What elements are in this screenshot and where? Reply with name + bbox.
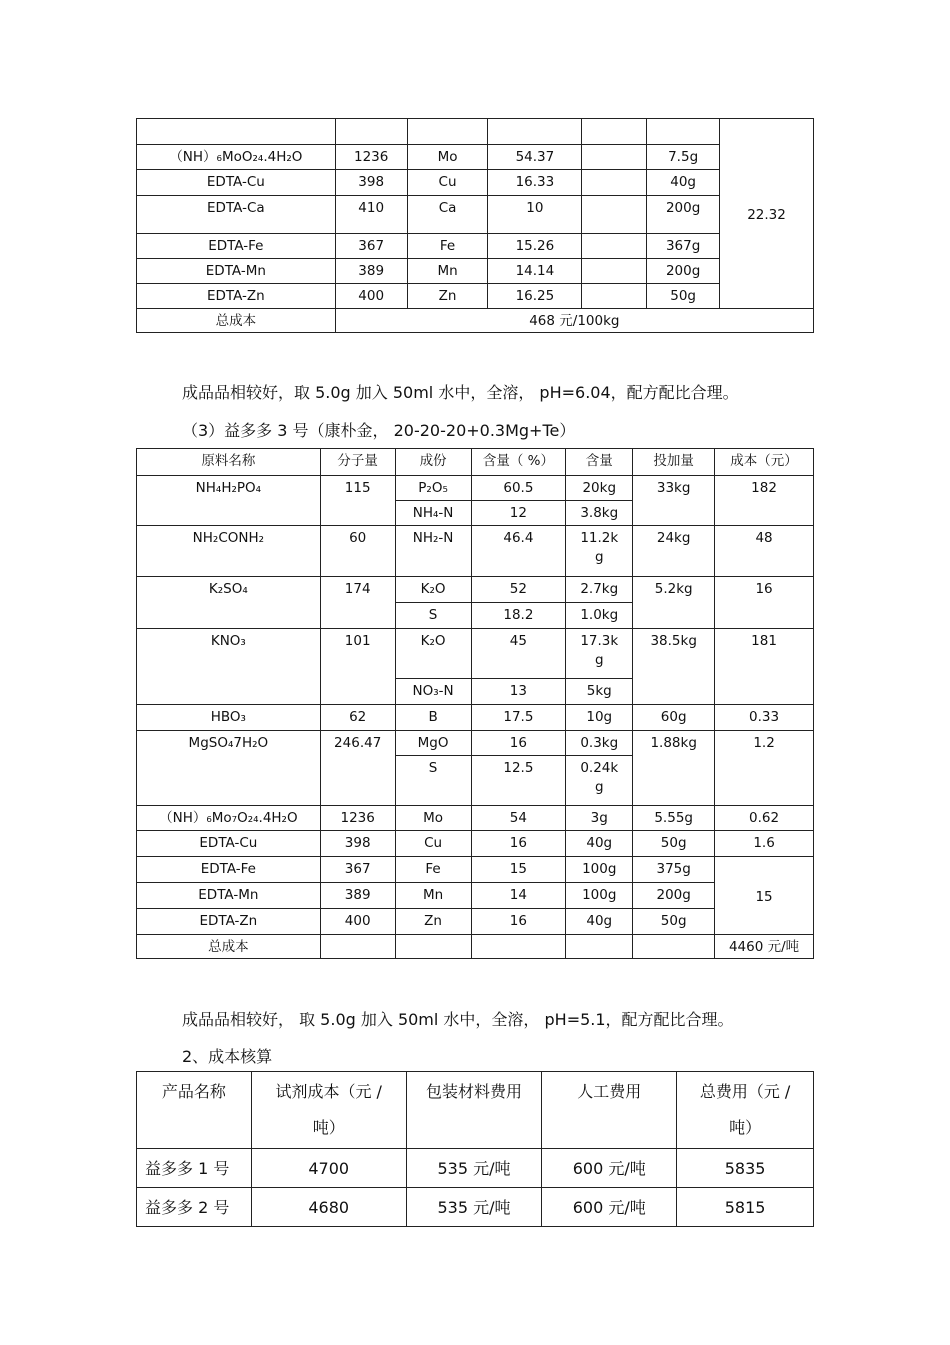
cell: B: [395, 705, 471, 731]
cell: 5.55g: [633, 806, 715, 831]
cell: EDTA-Mn: [137, 259, 336, 284]
cell: 益多多 1 号: [137, 1149, 252, 1188]
cell: 1236: [335, 145, 407, 170]
cell: 16: [471, 909, 566, 935]
cell: 182: [715, 476, 814, 526]
cell: 400: [335, 284, 407, 309]
cell: 115: [320, 476, 395, 526]
cell: 46.4: [471, 526, 566, 577]
cell: 600 元/吨: [542, 1149, 677, 1188]
cell: [582, 284, 647, 309]
cell: 14: [471, 883, 566, 909]
cell: 2.7kg: [566, 577, 633, 603]
cell: 14.14: [488, 259, 582, 284]
cell: NO₃-N: [395, 679, 471, 705]
cell: Zn: [395, 909, 471, 935]
cell: 0.24k g: [566, 756, 633, 806]
table-row: [137, 857, 814, 883]
cell: 398: [335, 170, 407, 196]
cell: 40g: [647, 170, 720, 196]
table-row: [137, 476, 814, 501]
cell: 18.2: [471, 603, 566, 629]
cell: [320, 935, 395, 959]
cell: [407, 119, 488, 145]
cell: 400: [320, 909, 395, 935]
header-cell: 成份: [395, 449, 471, 476]
cell: 33kg: [633, 476, 715, 526]
cell: 15.26: [488, 234, 582, 259]
table-row: [137, 284, 814, 309]
cell: NH₄-N: [395, 501, 471, 526]
cell: 5815: [677, 1188, 814, 1227]
cell: EDTA-Ca: [137, 196, 336, 234]
cell: （NH）₆Mo₇O₂₄.4H₂O: [137, 806, 321, 831]
cell: Zn: [407, 284, 488, 309]
table-row: [137, 196, 814, 234]
cell: HBO₃: [137, 705, 321, 731]
header-cell: 包装材料费用: [406, 1072, 542, 1149]
cell: 1.6: [715, 831, 814, 857]
cell: 100g: [566, 857, 633, 883]
merged-cost-cell: 15: [715, 857, 814, 935]
cell: 600 元/吨: [542, 1188, 677, 1227]
cell: [471, 935, 566, 959]
cell: 60.5: [471, 476, 566, 501]
cell: 1.0kg: [566, 603, 633, 629]
cell: EDTA-Fe: [137, 857, 321, 883]
cell: 20kg: [566, 476, 633, 501]
cell: 40g: [566, 909, 633, 935]
cell: [137, 119, 336, 145]
cell: [582, 145, 647, 170]
cell: 17.3k g: [566, 629, 633, 679]
cell: NH₂-N: [395, 526, 471, 577]
cell: 10: [488, 196, 582, 234]
table-row: [137, 1149, 814, 1188]
table-row: [137, 909, 814, 935]
cell: 367g: [647, 234, 720, 259]
header-cell: 含量: [566, 449, 633, 476]
cell: K₂O: [395, 629, 471, 679]
cell: Fe: [395, 857, 471, 883]
merged-cost-cell: 22.32: [720, 119, 814, 309]
header-cell: 投加量: [633, 449, 715, 476]
header-cell: 原料名称: [137, 449, 321, 476]
cell: 50g: [647, 284, 720, 309]
cell: 5kg: [566, 679, 633, 705]
cell: 40g: [566, 831, 633, 857]
header-cell: 试剂成本（元 / 吨）: [251, 1072, 406, 1149]
cell: （NH）₆MoO₂₄.4H₂O: [137, 145, 336, 170]
cell: Fe: [407, 234, 488, 259]
cell: 13: [471, 679, 566, 705]
cell: 3g: [566, 806, 633, 831]
cell: 48: [715, 526, 814, 577]
cell: 535 元/吨: [406, 1149, 542, 1188]
cell: 100g: [566, 883, 633, 909]
cell: 410: [335, 196, 407, 234]
cell: 1236: [320, 806, 395, 831]
table-row: [137, 883, 814, 909]
table-row: [137, 731, 814, 756]
cell: S: [395, 603, 471, 629]
cell: EDTA-Fe: [137, 234, 336, 259]
cell: [335, 119, 407, 145]
cell: 17.5: [471, 705, 566, 731]
cell: 375g: [633, 857, 715, 883]
total-value: 468 元/100kg: [335, 309, 813, 333]
cell: 389: [335, 259, 407, 284]
cell: 389: [320, 883, 395, 909]
cell: Ca: [407, 196, 488, 234]
cell: 398: [320, 831, 395, 857]
header-cell: 人工费用: [542, 1072, 677, 1149]
cell: 200g: [647, 259, 720, 284]
cell: 16.33: [488, 170, 582, 196]
cell: [582, 259, 647, 284]
cell: 0.33: [715, 705, 814, 731]
header-cell: 成本（元）: [715, 449, 814, 476]
cell: 12.5: [471, 756, 566, 806]
cell: K₂O: [395, 577, 471, 603]
cell: KNO₃: [137, 629, 321, 705]
table-row: [137, 705, 814, 731]
cell: Cu: [395, 831, 471, 857]
cell: 52: [471, 577, 566, 603]
cell: [633, 935, 715, 959]
cell: Mn: [395, 883, 471, 909]
table-row: [137, 831, 814, 857]
total-label: 总成本: [137, 935, 321, 959]
cell: [488, 119, 582, 145]
cell: S: [395, 756, 471, 806]
cell: 246.47: [320, 731, 395, 806]
cell: 7.5g: [647, 145, 720, 170]
cell: 200g: [647, 196, 720, 234]
cell: [647, 119, 720, 145]
cell: P₂O₅: [395, 476, 471, 501]
cell: 50g: [633, 909, 715, 935]
table-row-total: [137, 309, 814, 333]
section-heading-3: （3）益多多 3 号（康朴金， 20-20-20+0.3Mg+Te）: [182, 421, 576, 440]
table-row: [137, 526, 814, 577]
cell: 16.25: [488, 284, 582, 309]
cell: 45: [471, 629, 566, 679]
table-row: [137, 259, 814, 284]
table-row: [137, 1188, 814, 1227]
cell: 54.37: [488, 145, 582, 170]
cell: Mn: [407, 259, 488, 284]
header-cell: 含量（ %）: [471, 449, 566, 476]
cell: 4680: [251, 1188, 406, 1227]
table-row: [137, 806, 814, 831]
total-value: 4460 元/吨: [715, 935, 814, 959]
table-row: [137, 145, 814, 170]
section-heading-2: 2、成本核算: [182, 1047, 273, 1066]
cell: EDTA-Cu: [137, 831, 321, 857]
cell: [582, 119, 647, 145]
cell: 16: [471, 731, 566, 756]
cell: 62: [320, 705, 395, 731]
table-cost-accounting: [136, 1071, 814, 1227]
cell: 200g: [633, 883, 715, 909]
table-row: [137, 577, 814, 603]
cell: 101: [320, 629, 395, 705]
table-header-row: [137, 449, 814, 476]
table-formula-partial: [136, 118, 814, 333]
cell: 367: [335, 234, 407, 259]
cell: [582, 234, 647, 259]
cell: NH₄H₂PO₄: [137, 476, 321, 526]
cell: 38.5kg: [633, 629, 715, 705]
table-row: [137, 119, 814, 145]
cell: 12: [471, 501, 566, 526]
cell: [582, 170, 647, 196]
cell: 1.88kg: [633, 731, 715, 806]
table-row-total: [137, 935, 814, 959]
cell: 0.62: [715, 806, 814, 831]
paragraph-result-2: 成品品相较好， 取 5.0g 加入 50ml 水中，全溶， pH=5.1，配方配比合理。: [182, 1010, 734, 1029]
cell: 10g: [566, 705, 633, 731]
table-row: [137, 234, 814, 259]
header-cell: 总费用（元 / 吨）: [677, 1072, 814, 1149]
cell: EDTA-Zn: [137, 284, 336, 309]
cell: 16: [715, 577, 814, 629]
cell: EDTA-Cu: [137, 170, 336, 196]
table-row: [137, 629, 814, 679]
cell: 60: [320, 526, 395, 577]
table-header-row: [137, 1072, 814, 1149]
cell: 60g: [633, 705, 715, 731]
paragraph-result-1: 成品品相较好，取 5.0g 加入 50ml 水中，全溶， pH=6.04，配方配比合理。: [182, 383, 739, 402]
cell: 0.3kg: [566, 731, 633, 756]
cell: MgO: [395, 731, 471, 756]
cell: Mo: [407, 145, 488, 170]
cell: [582, 196, 647, 234]
cell: 50g: [633, 831, 715, 857]
cell: 181: [715, 629, 814, 705]
cell: 367: [320, 857, 395, 883]
cell: Mo: [395, 806, 471, 831]
cell: 4700: [251, 1149, 406, 1188]
cell: 54: [471, 806, 566, 831]
cell: Cu: [407, 170, 488, 196]
cell: [395, 935, 471, 959]
cell: 174: [320, 577, 395, 629]
cell: 5.2kg: [633, 577, 715, 629]
cell: 16: [471, 831, 566, 857]
cell: 5835: [677, 1149, 814, 1188]
total-label: 总成本: [137, 309, 336, 333]
cell: EDTA-Mn: [137, 883, 321, 909]
header-cell: 分子量: [320, 449, 395, 476]
cell: MgSO₄7H₂O: [137, 731, 321, 806]
cell: [566, 935, 633, 959]
cell: 24kg: [633, 526, 715, 577]
cell: NH₂CONH₂: [137, 526, 321, 577]
table-formula-3: [136, 448, 814, 959]
cell: 1.2: [715, 731, 814, 806]
cell: 11.2k g: [566, 526, 633, 577]
table-row: [137, 170, 814, 196]
header-cell: 产品名称: [137, 1072, 252, 1149]
cell: 15: [471, 857, 566, 883]
cell: 535 元/吨: [406, 1188, 542, 1227]
cell: 益多多 2 号: [137, 1188, 252, 1227]
cell: EDTA-Zn: [137, 909, 321, 935]
cell: 3.8kg: [566, 501, 633, 526]
cell: K₂SO₄: [137, 577, 321, 629]
